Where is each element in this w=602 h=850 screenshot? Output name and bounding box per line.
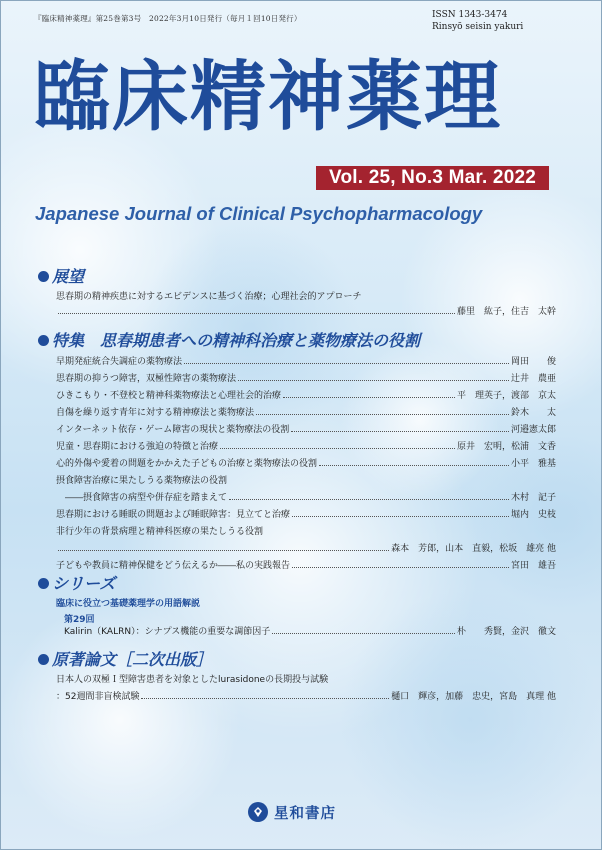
section-tokushu-heading: 特集 思春期患者への精神科治療と薬物療法の役割 (38, 331, 420, 351)
bullet-dot-icon (38, 654, 49, 665)
toc-entry[interactable]: 摂食障害治療に果たしうる薬物療法の役割 (56, 476, 228, 486)
bullet-dot-icon (38, 578, 49, 589)
toc-entry[interactable]: 非行少年の背景病理と精神科医療の果たしうる役割 (56, 527, 264, 537)
journal-title: 臨床精神薬理 (34, 52, 502, 141)
issn: ISSN 1343-3474 (432, 10, 508, 20)
toc-entry[interactable]: 児童・思春期における強迫の特徴と治療 原井 宏明，松浦 文香 (56, 442, 556, 452)
toc-entry[interactable]: 自傷を繰り返す青年に対する精神療法と薬物療法 鈴木 太 (56, 408, 556, 418)
toc-entry[interactable]: インターネット依存・ゲーム障害の現状と薬物療法の役割 河邉憲太郎 (56, 425, 556, 435)
issn-block (432, 9, 523, 33)
toc-entry[interactable]: 思春期の精神疾患に対するエビデンスに基づく治療；心理社会的アプローチ (56, 292, 362, 302)
toc-entry[interactable]: ――摂食障害の病型や併存症を踏まえて 木村 記子 (56, 493, 556, 503)
series-number: 第29回 (64, 615, 95, 625)
toc-entry[interactable]: ひきこもり・不登校と精神科薬物療法と心理社会的治療 平 理英子，渡部 京太 (56, 391, 556, 401)
volume-badge: Vol. 25, No.3 Mar. 2022 (316, 166, 549, 190)
journal-issue-info: 『臨床精神薬理』第25巻第3号 2022年3月10日発行（毎月１回10日発行） (34, 14, 302, 23)
toc-entry[interactable]: 早期発症統合失調症の薬物療法 岡田 俊 (56, 357, 556, 367)
leader-dots (58, 313, 455, 314)
romaji-title: Rinsyō seisin yakuri (432, 22, 524, 32)
series-subheading: 臨床に役立つ基礎薬理学の用語解説 (56, 599, 201, 609)
toc-entry[interactable]: 森本 芳郎，山本 直毅，松坂 雄亮 他 (56, 542, 556, 557)
toc-entry[interactable]: 藤里 紘子，住吉 太幹 (56, 305, 556, 320)
logo-mark (251, 805, 265, 819)
section-tenbou-heading: 展望 (38, 267, 84, 287)
publisher-name: 星和書店 (274, 805, 336, 822)
bullet-dot-icon (38, 271, 49, 282)
toc-entry[interactable]: 日本人の双極Ｉ型障害患者を対象としたlurasidoneの長期投与試験 (56, 675, 329, 685)
section-series-heading: シリーズ (38, 574, 115, 594)
section-original-heading: 原著論文［二次出版］ (38, 650, 212, 670)
toc-entry[interactable]: 子どもや教員に精神保健をどう伝えるか――私の実践報告 宮田 雄吾 (56, 561, 556, 571)
toc-entry[interactable]: 心的外傷や愛着の問題をかかえた子どもの治療と薬物療法の役割 小平 雅基 (56, 459, 556, 469)
seiwa-logo-icon (248, 802, 268, 822)
english-title: Japanese Journal of Clinical Psychopharmacology (35, 203, 483, 224)
toc-entry[interactable]: 思春期における睡眠の問題および睡眠障害：見立てと治療 堀内 史枝 (56, 510, 556, 520)
toc-entry[interactable]: ：52週間非盲検試験 樋口 輝彦，加藤 忠史，宮島 真理 他 (56, 692, 556, 702)
toc-entry[interactable]: Kalirin（KALRN）：シナプス機能の重要な調節因子 朴 秀賢，金沢 徹文 (64, 627, 556, 637)
toc-entry[interactable]: 思春期の抑うつ障害，双極性障害の薬物療法 辻井 農亜 (56, 374, 556, 384)
bullet-dot-icon (38, 335, 49, 346)
publisher (248, 801, 336, 823)
